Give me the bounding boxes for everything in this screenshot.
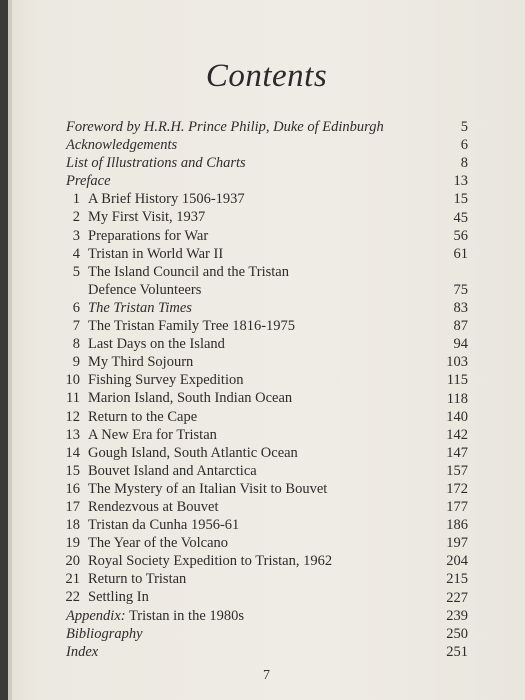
chapter-page: 118	[446, 390, 468, 407]
chapter-number: 13	[65, 426, 80, 443]
toc-chapter-11	[58, 389, 468, 407]
chapter-page: 103	[446, 354, 468, 371]
chapter-title: A New Era for Tristan	[88, 426, 217, 443]
chapter-number: 10	[65, 372, 80, 389]
toc-entry-preface	[58, 172, 468, 190]
page-edge	[8, 0, 12, 700]
toc-entry-label: Index	[66, 643, 99, 660]
toc-entry-foreword	[58, 118, 468, 136]
chapter-page: 204	[446, 553, 468, 570]
chapter-number: 11	[66, 390, 80, 407]
toc-entry-page: 8	[460, 155, 468, 172]
chapter-page: 94	[453, 336, 468, 353]
chapter-title	[88, 263, 289, 299]
chapter-page: 186	[446, 517, 468, 534]
toc-chapter-20	[58, 552, 468, 570]
chapter-page: 87	[453, 318, 468, 335]
chapter-number: 6	[72, 299, 80, 316]
toc-chapter-10	[58, 371, 468, 389]
chapter-number: 1	[72, 191, 80, 208]
toc-chapter-22	[58, 588, 468, 606]
chapter-title: Tristan da Cunha 1956-61	[88, 517, 240, 534]
chapter-number: 12	[65, 408, 80, 425]
toc-chapter-12	[58, 408, 468, 426]
toc-chapter-15	[58, 462, 468, 480]
chapter-title: Bouvet Island and Antarctica	[88, 462, 257, 479]
toc-chapter-19	[58, 534, 468, 552]
toc-entry-bibliography	[58, 625, 468, 643]
page-title: Contents	[205, 58, 328, 94]
toc-entry-index	[58, 643, 468, 661]
chapter-title: The Year of the Volcano	[88, 535, 229, 552]
toc-chapter-7	[58, 317, 468, 335]
toc-entry-appendix	[58, 607, 468, 625]
chapter-page: 227	[446, 589, 468, 606]
chapter-number: 16	[65, 480, 80, 497]
toc-entry-page: 5	[460, 119, 468, 136]
chapter-page: 177	[446, 499, 468, 516]
toc-entry-illustrations	[58, 154, 468, 172]
toc-chapter-3	[58, 227, 468, 245]
chapter-title: Tristan in World War II	[88, 245, 224, 262]
chapter-title: Return to the Cape	[88, 408, 198, 425]
chapter-number: 5	[72, 263, 80, 280]
chapter-title: Return to Tristan	[88, 571, 187, 588]
toc-chapter-18	[58, 516, 468, 534]
toc-chapter-13	[58, 426, 468, 444]
appendix-prefix: Appendix:	[66, 607, 126, 624]
chapter-title-line: Defence Volunteers	[88, 281, 202, 298]
toc-chapter-5	[58, 263, 468, 299]
toc-entry-page: 251	[446, 643, 468, 660]
chapter-number: 7	[72, 318, 80, 335]
table-of-contents	[58, 118, 468, 661]
toc-chapter-4	[58, 245, 468, 263]
chapter-title: Fishing Survey Expedition	[88, 372, 244, 389]
chapter-page: 83	[453, 300, 468, 317]
chapter-page: 15	[453, 191, 468, 208]
chapter-title: My Third Sojourn	[88, 354, 194, 371]
toc-entry-acknowledgements	[58, 136, 468, 154]
toc-chapter-8	[58, 335, 468, 353]
chapter-title: The Tristan Times	[88, 299, 192, 316]
chapter-title: Gough Island, South Atlantic Ocean	[88, 444, 298, 461]
chapter-page: 215	[446, 571, 468, 588]
toc-chapter-16	[58, 480, 468, 498]
toc-chapter-9	[58, 353, 468, 371]
toc-entry-label	[66, 607, 244, 625]
chapter-number: 17	[65, 498, 80, 515]
chapter-title: The Tristan Family Tree 1816-1975	[88, 318, 296, 335]
toc-entry-page: 239	[446, 607, 468, 624]
chapter-page: 142	[446, 426, 468, 443]
chapter-page: 140	[446, 408, 468, 425]
toc-chapter-17	[58, 498, 468, 516]
toc-entry-label: Foreword by H.R.H. Prince Philip, Duke of Edinburgh	[66, 119, 384, 135]
toc-chapter-2	[58, 208, 468, 226]
chapter-title: Preparations for War	[88, 227, 209, 244]
chapter-number: 14	[65, 444, 80, 461]
chapter-number: 21	[65, 571, 80, 588]
chapter-number: 15	[65, 462, 80, 479]
chapter-page: 147	[446, 444, 468, 461]
chapter-number: 22	[65, 589, 80, 606]
chapter-page: 61	[453, 245, 468, 262]
toc-chapter-6	[58, 299, 468, 317]
chapter-title: Last Days on the Island	[88, 336, 225, 353]
toc-chapter-14	[58, 444, 468, 462]
chapter-number: 9	[72, 354, 80, 371]
toc-entry-page: 13	[453, 173, 468, 190]
appendix-title: Tristan in the 1980s	[125, 607, 245, 624]
chapter-page: 115	[446, 372, 468, 389]
chapter-page: 56	[453, 227, 468, 244]
toc-entry-label: Preface	[66, 173, 111, 190]
chapter-number: 3	[72, 227, 80, 244]
toc-chapter-21	[58, 570, 468, 588]
toc-entry-label: Bibliography	[66, 625, 143, 642]
chapter-page: 45	[453, 209, 468, 226]
chapter-title: A Brief History 1506-1937	[88, 191, 245, 208]
toc-entry-page: 6	[460, 137, 468, 154]
book-page	[8, 0, 525, 700]
chapter-number: 20	[65, 553, 80, 570]
page-number: 7	[263, 668, 270, 683]
chapter-title: Marion Island, South Indian Ocean	[88, 390, 293, 407]
chapter-title: Rendezvous at Bouvet	[88, 498, 219, 515]
toc-entry-label: Acknowledgements	[66, 137, 178, 154]
chapter-page: 197	[446, 535, 468, 552]
chapter-page: 172	[446, 480, 468, 497]
chapter-number: 18	[65, 517, 80, 534]
chapter-page: 157	[446, 462, 468, 479]
chapter-number: 4	[72, 245, 80, 262]
chapter-page: 75	[453, 281, 468, 298]
chapter-number: 19	[65, 535, 80, 552]
chapter-title-line: The Island Council and the Tristan	[88, 263, 289, 280]
toc-entry-label: List of Illustrations and Charts	[66, 155, 246, 172]
toc-entry-page: 250	[446, 625, 468, 642]
chapter-number: 8	[72, 336, 80, 353]
chapter-title: Settling In	[88, 589, 149, 606]
chapter-number: 2	[72, 209, 80, 226]
chapter-title: My First Visit, 1937	[88, 209, 206, 226]
chapter-title: Royal Society Expedition to Tristan, 1962	[88, 553, 333, 570]
chapter-title: The Mystery of an Italian Visit to Bouvet	[88, 480, 328, 497]
toc-chapter-1	[58, 190, 468, 208]
